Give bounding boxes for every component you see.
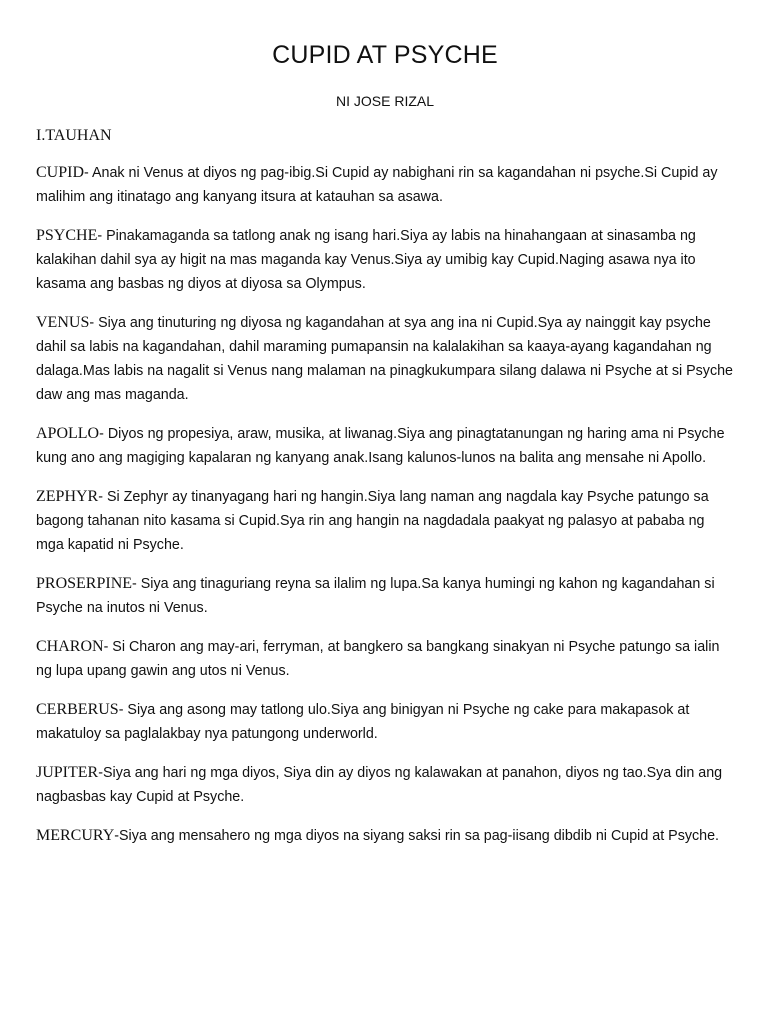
character-entry-charon [36, 635, 734, 683]
character-name: PSYCHE [36, 227, 98, 244]
character-description: - Siya ang tinaguriang reyna sa ilalim ng lupa.Sa kanya humingi ng kahon ng kagandahan si Psyche na inutos ni Venus. [36, 576, 715, 616]
character-description: - Diyos ng propesiya, araw, musika, at liwanag.Siya ang pinagtatanungan ng haring ama ni Psyche kung ano ang magiging kapalaran ng kanyang anak.Isang kalunos-lunos na balita ang mensahe ni Apollo. [36, 426, 725, 466]
character-description: - Anak ni Venus at diyos ng pag-ibig.Si Cupid ay nabighani rin sa kagandahan ni psyche.Si Cupid ay malihim ang itinatago ang kanyang itsura at katauhan sa asawa. [36, 165, 718, 205]
character-name: JUPITER [36, 764, 99, 781]
character-description: - Siya ang asong may tatlong ulo.Siya ang binigyan ni Psyche ng cake para makapasok at makatuloy sa paglalakbay nya patungong underworld. [36, 702, 690, 742]
character-name: PROSERPINE [36, 575, 133, 592]
character-entry-mercury [36, 824, 734, 848]
character-entry-cerberus [36, 698, 734, 746]
document-title: CUPID AT PSYCHE [272, 41, 498, 69]
character-name: CERBERUS [36, 701, 119, 718]
character-description: -Siya ang hari ng mga diyos, Siya din ay diyos ng kalawakan at panahon, diyos ng tao.Sya din ang nagbasbas kay Cupid at Psyche. [36, 765, 723, 805]
character-name: VENUS [36, 314, 90, 331]
character-entry-jupiter [36, 761, 734, 809]
character-name: MERCURY [36, 827, 115, 844]
character-description: - Pinakamaganda sa tatlong anak ng isang hari.Siya ay labis na hinahangaan at sinasamba ng kalakihan dahil sya ay higit na mas maganda kay Venus.Siya ay umibig kay Cupid.Naging asawa nya ito kasama ang basbas ng diyos at diyosa sa Olympus. [36, 228, 696, 292]
character-description: - Siya ang tinuturing ng diyosa ng kagandahan at sya ang ina ni Cupid.Sya ay nainggit kay psyche dahil sa labis na kagandahan, dahil maraming pumapansin na kalalakihan sa kaaya-ayang kagandahan ng dalaga.Mas labis na nagalit si Venus nang malaman na pinagkukumpara silang dalawa ni Psyche at si Psyche daw ang mas maganda. [36, 315, 733, 403]
character-name: CUPID [36, 164, 85, 181]
section-heading: I.TAUHAN [36, 127, 112, 144]
character-name: APOLLO [36, 425, 100, 442]
character-entry-proserpine [36, 572, 734, 620]
character-entry-apollo [36, 422, 734, 470]
character-description: -Siya ang mensahero ng mga diyos na siyang saksi rin sa pag-iisang dibdib ni Cupid at Psyche. [114, 828, 720, 844]
character-entry-cupid [36, 161, 734, 209]
character-entry-zephyr [36, 485, 734, 557]
character-description: - Si Zephyr ay tinanyagang hari ng hangin.Siya lang naman ang nagdala kay Psyche patungo sa bagong tahanan nito kasama si Cupid.Sya rin ang hangin na nagdadala paakyat ng palasyo at pababa ng mga kapatid ni Psyche. [36, 489, 709, 553]
character-name: CHARON [36, 638, 104, 655]
document-author: NI JOSE RIZAL [335, 93, 435, 109]
character-description: - Si Charon ang may-ari, ferryman, at bangkero sa bangkang sinakyan ni Psyche patungo sa ialin ng lupa upang gawin ang utos ni Venus. [36, 639, 720, 679]
character-entry-psyche [36, 224, 734, 296]
character-name: ZEPHYR [36, 488, 99, 505]
character-entry-venus [36, 311, 734, 407]
